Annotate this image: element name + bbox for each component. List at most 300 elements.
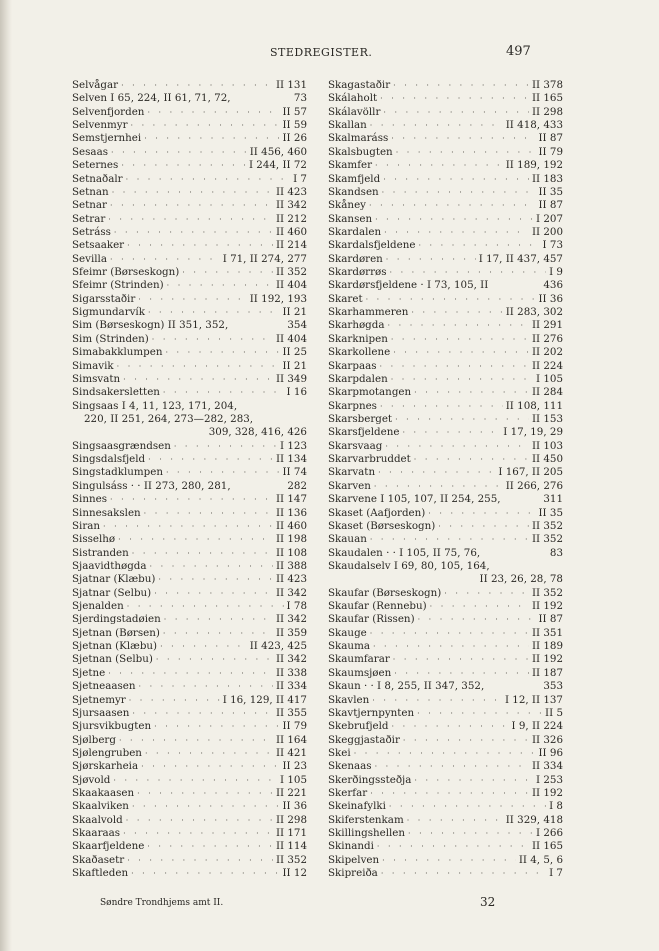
index-entry bbox=[72, 840, 307, 853]
index-entry bbox=[328, 533, 563, 546]
entry-name: Skálaholt bbox=[328, 92, 378, 105]
entry-reference: 311 bbox=[543, 493, 563, 506]
index-entry bbox=[328, 293, 563, 306]
entry-reference: I 207 bbox=[536, 212, 563, 225]
index-entry bbox=[328, 119, 563, 132]
index-entry bbox=[328, 774, 563, 787]
index-entry bbox=[72, 640, 307, 653]
entry-name: Skebrufjeld bbox=[328, 720, 389, 733]
entry-reference: II 352 bbox=[275, 853, 307, 866]
entry-name: Singsdalsfjeld bbox=[72, 453, 146, 466]
dot-leader bbox=[430, 600, 529, 613]
index-entry bbox=[328, 814, 563, 827]
index-entry bbox=[72, 453, 307, 466]
index-entry bbox=[328, 653, 563, 666]
entry-reference: II 171 bbox=[275, 827, 307, 840]
entry-reference: II 25 bbox=[282, 346, 307, 359]
entry-reference: I 8 bbox=[549, 800, 563, 813]
entry-reference: II 352 bbox=[275, 266, 307, 279]
dot-leader bbox=[380, 400, 503, 413]
entry-name: Skauma bbox=[328, 640, 370, 653]
index-entry bbox=[328, 132, 563, 145]
dot-leader bbox=[370, 627, 529, 640]
index-entry bbox=[328, 466, 563, 479]
index-entry bbox=[328, 573, 563, 586]
dot-leader bbox=[126, 814, 273, 827]
entry-name: Skarpdalen bbox=[328, 372, 388, 385]
index-entry bbox=[328, 600, 563, 613]
dot-leader bbox=[370, 533, 529, 546]
entry-name: Skálavöllr bbox=[328, 105, 381, 118]
entry-reference: II 329, 418 bbox=[505, 813, 563, 826]
index-entry bbox=[328, 413, 563, 426]
index-entry bbox=[328, 867, 563, 880]
entry-name: Skardørsfjeldene · I 73, 105, II bbox=[328, 279, 489, 292]
dot-leader bbox=[417, 707, 542, 720]
entry-name: Skalsbugten bbox=[328, 145, 393, 158]
index-entry bbox=[72, 827, 307, 840]
dot-leader bbox=[391, 132, 535, 145]
entry-name: Skarvene I 105, 107, II 254, 255, bbox=[328, 493, 501, 506]
entry-name: Sinnes bbox=[72, 493, 107, 506]
dot-leader bbox=[165, 346, 279, 359]
entry-name: Skansen bbox=[328, 212, 373, 225]
dot-leader bbox=[393, 653, 529, 666]
index-entry bbox=[328, 640, 563, 653]
entry-name: Skarvatn bbox=[328, 466, 376, 479]
dot-leader bbox=[119, 734, 273, 747]
index-entry bbox=[328, 159, 563, 172]
dot-leader bbox=[418, 613, 536, 626]
dot-leader bbox=[139, 680, 273, 693]
index-entry bbox=[72, 466, 307, 479]
index-entry bbox=[328, 173, 563, 186]
dot-leader bbox=[111, 146, 247, 159]
entry-reference: II 212 bbox=[275, 212, 307, 225]
entry-name: Skeinafylki bbox=[328, 800, 386, 813]
dot-leader bbox=[110, 493, 273, 506]
entry-name: Skarkollene bbox=[328, 346, 391, 359]
entry-reference: II 108 bbox=[275, 546, 307, 559]
entry-name: Setnar bbox=[72, 199, 107, 212]
dot-leader bbox=[385, 440, 529, 453]
index-entry bbox=[328, 480, 563, 493]
dot-leader bbox=[114, 226, 273, 239]
entry-reference: II 153 bbox=[531, 412, 563, 425]
index-entry bbox=[328, 720, 563, 733]
entry-name: Setrar bbox=[72, 212, 106, 225]
entry-reference: II 388 bbox=[275, 559, 307, 572]
entry-name: Skaalvold bbox=[72, 813, 123, 826]
entry-reference: I 7 bbox=[549, 867, 563, 880]
entry-reference: 354 bbox=[287, 319, 307, 332]
entry-reference: II 35 bbox=[538, 506, 563, 519]
index-entry bbox=[328, 667, 563, 680]
entry-name: Skaset (Aafjorden) bbox=[328, 506, 426, 519]
index-entry bbox=[328, 146, 563, 159]
entry-reference: II 74 bbox=[282, 466, 307, 479]
index-entry bbox=[72, 319, 307, 332]
index-entry bbox=[328, 694, 563, 707]
entry-name: Sesaas bbox=[72, 145, 108, 158]
entry-name: Sjetne bbox=[72, 666, 106, 679]
dot-leader bbox=[144, 132, 279, 145]
entry-reference: II 35 bbox=[538, 185, 563, 198]
index-entry bbox=[72, 426, 307, 439]
entry-reference: II 87 bbox=[538, 132, 563, 145]
index-entry bbox=[328, 680, 563, 693]
dot-leader bbox=[408, 827, 533, 840]
entry-name: Skaret bbox=[328, 292, 363, 305]
index-entry bbox=[72, 854, 307, 867]
entry-name: Selvågar bbox=[72, 79, 119, 91]
entry-name: Simavik bbox=[72, 359, 114, 372]
dot-leader bbox=[147, 840, 273, 853]
entry-reference: I 73 bbox=[542, 239, 563, 252]
dot-leader bbox=[383, 173, 529, 186]
dot-leader bbox=[414, 774, 533, 787]
index-entry bbox=[328, 226, 563, 239]
index-entry bbox=[328, 747, 563, 760]
entry-name: Simsvatn bbox=[72, 372, 121, 385]
entry-name: Seternes bbox=[72, 159, 119, 172]
dot-leader bbox=[402, 426, 500, 439]
entry-name: Semstjernhei bbox=[72, 132, 142, 145]
entry-reference: II 202 bbox=[531, 346, 563, 359]
dot-leader bbox=[126, 173, 290, 186]
dot-leader bbox=[372, 694, 502, 707]
entry-reference: I 16 bbox=[286, 386, 307, 399]
entry-reference: II 200 bbox=[531, 225, 563, 238]
dot-leader bbox=[163, 386, 284, 399]
entry-name: Sevilla bbox=[72, 252, 107, 265]
entry-name: Skarvarbruddet bbox=[328, 453, 411, 466]
index-entry bbox=[72, 373, 307, 386]
index-entry bbox=[72, 627, 307, 640]
entry-reference: II 23 bbox=[282, 760, 307, 773]
dot-leader bbox=[113, 774, 277, 787]
entry-name: Skenaas bbox=[328, 760, 372, 773]
dot-leader bbox=[394, 667, 529, 680]
index-entry bbox=[72, 613, 307, 626]
entry-name: Skardalsfjeldene bbox=[328, 239, 416, 252]
entry-reference: II 57 bbox=[282, 105, 307, 118]
index-entry bbox=[328, 426, 563, 439]
index-entry bbox=[72, 520, 307, 533]
entry-reference: II 418, 433 bbox=[505, 119, 563, 132]
entry-reference: II 349 bbox=[275, 372, 307, 385]
entry-reference: II 355 bbox=[275, 706, 307, 719]
entry-reference: II 36 bbox=[282, 800, 307, 813]
entry-name: Skaumsjøen bbox=[328, 666, 392, 679]
entry-name: Simabakklumpen bbox=[72, 346, 163, 359]
entry-reference: II 79 bbox=[538, 145, 563, 158]
entry-reference: 282 bbox=[287, 479, 307, 492]
entry-name: Siran bbox=[72, 519, 101, 532]
entry-name: Skauan bbox=[328, 533, 367, 546]
entry-reference: II 114 bbox=[275, 840, 307, 853]
index-entry bbox=[72, 266, 307, 279]
entry-name: Skandsen bbox=[328, 185, 379, 198]
entry-reference: II 423, 425 bbox=[249, 640, 307, 653]
entry-name: Selven I 65, 224, II 61, 71, 72, bbox=[72, 92, 231, 105]
entry-reference: II 334 bbox=[275, 680, 307, 693]
dot-leader bbox=[395, 413, 529, 426]
index-entry bbox=[328, 760, 563, 773]
dot-leader bbox=[152, 333, 273, 346]
entry-name: Singsaas I 4, 11, 123, 171, 204, bbox=[72, 399, 238, 412]
entry-reference: II 456, 460 bbox=[249, 145, 307, 158]
dot-leader bbox=[150, 560, 273, 573]
entry-name: 220, II 251, 264, 273—282, 283, bbox=[84, 412, 254, 425]
dot-leader bbox=[110, 253, 220, 266]
entry-reference: II 460 bbox=[275, 225, 307, 238]
entry-reference: II 164 bbox=[275, 733, 307, 746]
index-entry bbox=[72, 239, 307, 252]
dot-leader bbox=[123, 373, 273, 386]
sheet-number: 32 bbox=[480, 895, 496, 909]
entry-reference: II 338 bbox=[275, 666, 307, 679]
entry-reference: II 134 bbox=[275, 453, 307, 466]
index-entry bbox=[328, 493, 563, 506]
entry-reference: II 183 bbox=[531, 172, 563, 185]
dot-leader bbox=[377, 840, 529, 853]
entry-name: Setráss bbox=[72, 225, 111, 238]
dot-leader bbox=[389, 266, 546, 279]
index-entry bbox=[72, 760, 307, 773]
entry-name: Sjetnan (Selbu) bbox=[72, 653, 153, 666]
index-entry bbox=[72, 787, 307, 800]
entry-reference: II 334 bbox=[531, 760, 563, 773]
entry-name: Skallan bbox=[328, 119, 367, 132]
index-entry bbox=[72, 79, 307, 92]
entry-name: Sistranden bbox=[72, 546, 129, 559]
entry-name: Sjursaasen bbox=[72, 706, 130, 719]
entry-reference: II 189 bbox=[531, 640, 563, 653]
page-number: 497 bbox=[506, 44, 531, 59]
index-entry bbox=[72, 720, 307, 733]
entry-reference: I 253 bbox=[536, 773, 563, 786]
entry-name: Skarknipen bbox=[328, 332, 388, 345]
dot-leader bbox=[129, 694, 220, 707]
dot-leader bbox=[166, 466, 280, 479]
entry-name: Skaufar (Børseskogn) bbox=[328, 586, 442, 599]
dot-leader bbox=[148, 306, 280, 319]
entry-reference: II 450 bbox=[531, 453, 563, 466]
entry-reference: 436 bbox=[543, 279, 563, 292]
dot-leader bbox=[138, 293, 246, 306]
entry-name: Skarpmotangen bbox=[328, 386, 412, 399]
entry-name: Sjetneaasen bbox=[72, 680, 136, 693]
dot-leader bbox=[375, 760, 529, 773]
entry-name: Selvenmyr bbox=[72, 119, 128, 132]
dot-leader bbox=[182, 266, 273, 279]
index-entry bbox=[72, 480, 307, 493]
entry-reference: II 421 bbox=[275, 746, 307, 759]
index-entry bbox=[72, 774, 307, 787]
entry-reference: II 187 bbox=[531, 666, 563, 679]
entry-name: Skavlen bbox=[328, 693, 370, 706]
entry-reference: I 17, II 437, 457 bbox=[478, 252, 563, 265]
entry-reference: II 192 bbox=[531, 600, 563, 613]
entry-reference: II 276 bbox=[531, 332, 563, 345]
index-entry bbox=[328, 386, 563, 399]
index-entry bbox=[328, 734, 563, 747]
index-entry bbox=[72, 400, 307, 413]
index-entry bbox=[72, 547, 307, 560]
index-entry bbox=[72, 573, 307, 586]
dot-leader bbox=[375, 213, 533, 226]
entry-reference: I 12, II 137 bbox=[504, 693, 563, 706]
entry-reference: I 9 bbox=[549, 266, 563, 279]
index-column-right bbox=[328, 79, 563, 881]
dot-leader bbox=[123, 827, 273, 840]
entry-reference: II 59 bbox=[282, 119, 307, 132]
entry-reference: II 423 bbox=[275, 185, 307, 198]
entry-reference: II 189, 192 bbox=[505, 159, 563, 172]
dot-leader bbox=[407, 814, 503, 827]
entry-name: Skalmaráss bbox=[328, 132, 389, 145]
entry-name: Sjatnar (Selbu) bbox=[72, 586, 152, 599]
entry-name: Skavtjernpynten bbox=[328, 706, 415, 719]
entry-name: Skaftleden bbox=[72, 867, 129, 880]
index-entry bbox=[72, 680, 307, 693]
dot-leader bbox=[145, 747, 273, 760]
dot-leader bbox=[388, 319, 529, 332]
entry-reference: I 244, II 72 bbox=[248, 159, 307, 172]
index-entry bbox=[328, 360, 563, 373]
dot-leader bbox=[127, 854, 273, 867]
dot-leader bbox=[127, 600, 284, 613]
entry-reference: II 404 bbox=[275, 279, 307, 292]
dot-leader bbox=[380, 360, 529, 373]
entry-reference: II 192 bbox=[531, 787, 563, 800]
index-entry bbox=[72, 132, 307, 145]
entry-name: Skauge bbox=[328, 626, 367, 639]
entry-name: Sjaavidthøgda bbox=[72, 559, 147, 572]
entry-name: Skerfar bbox=[328, 787, 368, 800]
dot-leader bbox=[154, 720, 279, 733]
dot-leader bbox=[112, 186, 273, 199]
entry-name: Skarpnes bbox=[328, 399, 377, 412]
dot-leader bbox=[384, 226, 529, 239]
entry-reference: I 105 bbox=[280, 773, 307, 786]
dot-leader bbox=[428, 507, 535, 520]
entry-reference: II 326 bbox=[531, 733, 563, 746]
index-entry bbox=[72, 106, 307, 119]
dot-leader bbox=[160, 640, 247, 653]
index-entry bbox=[328, 253, 563, 266]
index-entry bbox=[328, 507, 563, 520]
entry-name: Sigarsstaðir bbox=[72, 292, 136, 305]
dot-leader bbox=[163, 627, 273, 640]
index-entry bbox=[72, 800, 307, 813]
index-entry bbox=[72, 560, 307, 573]
entry-name: Setsaaker bbox=[72, 239, 125, 252]
entry-reference: II 352 bbox=[531, 586, 563, 599]
entry-reference: I 78 bbox=[286, 600, 307, 613]
entry-name: Skaset (Børseskogn) bbox=[328, 519, 436, 532]
dot-leader bbox=[391, 373, 533, 386]
entry-reference: I 105 bbox=[536, 372, 563, 385]
dot-leader bbox=[392, 720, 509, 733]
entry-name: Skarhammeren bbox=[328, 306, 409, 319]
index-entry bbox=[72, 667, 307, 680]
dot-leader bbox=[131, 867, 279, 880]
dot-leader bbox=[418, 239, 539, 252]
signature-mark: Søndre Trondhjems amt II. bbox=[100, 898, 224, 908]
index-entry bbox=[72, 253, 307, 266]
index-entry bbox=[72, 146, 307, 159]
entry-name: Skaudalselv I 69, 80, 105, 164, bbox=[328, 559, 490, 572]
entry-name: Sjølberg bbox=[72, 733, 116, 746]
entry-name: Sjenalden bbox=[72, 600, 124, 613]
dot-leader bbox=[167, 279, 273, 292]
entry-reference: II 378 bbox=[531, 79, 563, 91]
index-entry bbox=[328, 92, 563, 105]
dot-leader bbox=[438, 520, 529, 533]
entry-name: 309, 328, 416, 426 bbox=[208, 426, 307, 439]
entry-name: Skardørrøs bbox=[328, 266, 387, 279]
dot-leader bbox=[108, 667, 273, 680]
index-entry bbox=[72, 333, 307, 346]
entry-name: Skei bbox=[328, 746, 351, 759]
dot-leader bbox=[374, 480, 503, 493]
dot-leader bbox=[383, 106, 529, 119]
entry-reference: II 36 bbox=[538, 292, 563, 305]
index-entry bbox=[72, 346, 307, 359]
entry-name: Skåney bbox=[328, 199, 366, 212]
entry-reference: II 224 bbox=[531, 359, 563, 372]
index-entry bbox=[72, 199, 307, 212]
dot-leader bbox=[366, 293, 536, 306]
entry-reference: 83 bbox=[549, 546, 563, 559]
index-entry bbox=[72, 747, 307, 760]
index-entry bbox=[72, 279, 307, 292]
entry-name: Skarsvaag bbox=[328, 439, 383, 452]
index-entry bbox=[72, 413, 307, 426]
entry-reference: II 298 bbox=[531, 105, 563, 118]
entry-name: Skerðingssteðja bbox=[328, 773, 412, 786]
entry-name: Skardalen bbox=[328, 225, 382, 238]
index-entry bbox=[72, 814, 307, 827]
entry-name: Sjølengruben bbox=[72, 746, 142, 759]
dot-leader bbox=[411, 306, 502, 319]
index-entry bbox=[72, 213, 307, 226]
entry-name: Sjatnar (Klæbu) bbox=[72, 573, 156, 586]
index-entry bbox=[72, 92, 307, 105]
entry-reference: I 17, 19, 29 bbox=[503, 426, 563, 439]
entry-reference: II 284 bbox=[531, 386, 563, 399]
entry-reference: II 352 bbox=[531, 533, 563, 546]
dot-leader bbox=[386, 253, 476, 266]
index-entry bbox=[328, 827, 563, 840]
entry-name: Skaarfjeldene bbox=[72, 840, 145, 853]
entry-reference: II 103 bbox=[531, 439, 563, 452]
dot-leader bbox=[375, 159, 503, 172]
entry-reference: I 266 bbox=[536, 827, 563, 840]
index-entry bbox=[72, 600, 307, 613]
entry-name: Skeggjastaðir bbox=[328, 733, 400, 746]
dot-leader bbox=[154, 587, 273, 600]
entry-reference: II 214 bbox=[275, 239, 307, 252]
entry-reference: 73 bbox=[293, 92, 307, 105]
entry-reference: 353 bbox=[543, 680, 563, 693]
index-entry bbox=[72, 587, 307, 600]
index-entry bbox=[328, 333, 563, 346]
dot-leader bbox=[414, 386, 529, 399]
index-entry bbox=[328, 613, 563, 626]
